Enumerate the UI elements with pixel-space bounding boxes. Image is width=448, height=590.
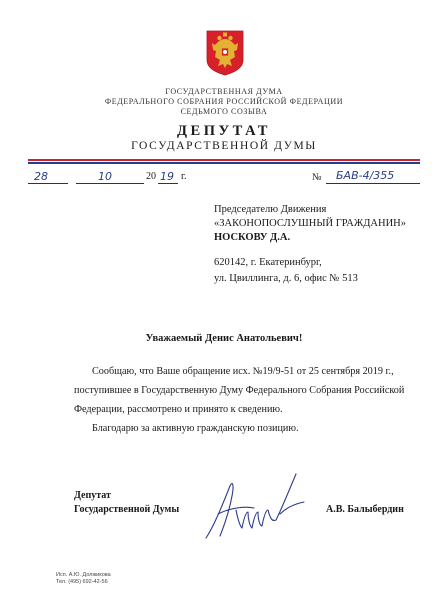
recipient-name: НОСКОВУ Д.А. [214, 232, 291, 243]
signature-position-2: Государственной Думы [74, 504, 180, 515]
date-month-field [76, 171, 144, 184]
document-number [312, 168, 422, 186]
recipient-line-1: Председателю Движения [214, 204, 327, 215]
number-field [326, 171, 420, 184]
footer-executor: Исп. А.Ю. Должикова [56, 572, 111, 578]
body-paragraph-1-line-2: поступившее в Государственную Думу Федерального Собрания Российской [74, 385, 405, 396]
body-paragraph-1-line-3: Федерации, рассмотрено и принято к сведению. [74, 404, 283, 415]
date-day-field [28, 171, 68, 184]
body-paragraph-1-line-1: Сообщаю, что Ваше обращение исх. №19/9-51 от 25 сентября 2019 г., [92, 366, 394, 377]
recipient-address-2: ул. Цвиллинга, д. 6, офис № 513 [214, 273, 358, 284]
signature-position-1: Депутат [74, 490, 111, 501]
header-line-duma: ГОСУДАРСТВЕННАЯ ДУМА [165, 87, 283, 96]
date-suffix: г. [181, 171, 187, 182]
header-line-assembly: ФЕДЕРАЛЬНОГО СОБРАНИЯ РОССИЙСКОЙ ФЕДЕРАЦИИ [104, 97, 344, 106]
header-title: ДЕПУТАТ [177, 123, 271, 139]
date-day: 28 [34, 170, 48, 183]
date-line [28, 168, 198, 186]
signatory-name: А.В. Балыбердин [326, 504, 404, 515]
date-year-field [158, 171, 178, 184]
number-prefix: № [312, 172, 322, 183]
number-value: БАВ-4/355 [336, 169, 395, 182]
body-paragraph-2: Благодарю за активную гражданскую позицию. [92, 423, 299, 434]
greeting: Уважаемый Денис Анатольевич! [145, 333, 303, 344]
recipient-address-1: 620142, г. Екатеринбург, [214, 257, 322, 268]
footer-phone: Тел. (495) 692-42-56 [56, 579, 108, 585]
header-rule-blue [28, 162, 420, 164]
header-line-convocation: СЕДЬМОГО СОЗЫВА [180, 107, 268, 116]
russian-coat-of-arms-icon [206, 30, 244, 76]
date-year: 19 [160, 170, 174, 183]
date-month: 10 [98, 170, 112, 183]
header-rule-red [28, 159, 420, 161]
date-year-prefix: 20 [146, 171, 156, 182]
handwritten-signature-icon [200, 468, 310, 548]
header-subtitle: ГОСУДАРСТВЕННОЙ ДУМЫ [131, 140, 317, 152]
recipient-line-2: «ЗАКОНОПОСЛУШНЫЙ ГРАЖДАНИН» [214, 218, 407, 229]
